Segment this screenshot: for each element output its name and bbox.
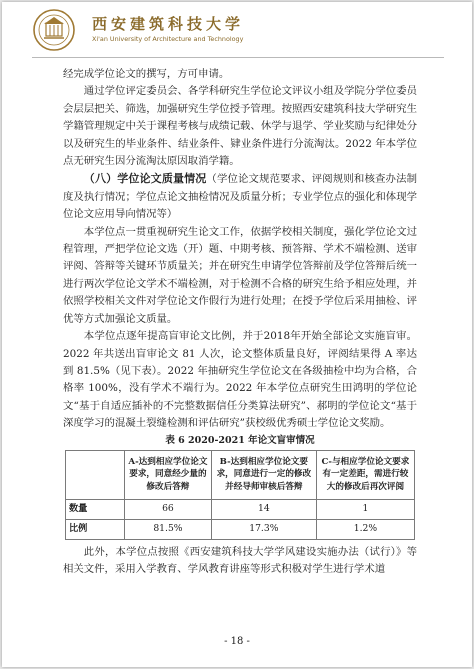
paragraph: 通过学位评定委员会、各学科研究生学位论文评议小组及学院分学位委员会层层把关、筛选，加强研究生学位授予管理。按照西安建筑科技大学研究生学籍管理规定中关于课程考核与成绩记载、休学与退学、学业奖励与纪律处分以及研究生的毕业条件、结业条件、肄业条件进行分流淘汰。2022 年本学位点无研究生因分流淘汰原因取消学籍。 [63,85,417,168]
table-cell: 14 [211,499,316,519]
review-results-table [65,450,415,540]
table-cell: 1.2% [316,519,414,539]
row-label: 数量 [66,499,125,519]
university-seal-icon [32,8,76,52]
table-cell: 66 [125,499,212,519]
university-name-en: Xi'an University of Architecture and Technology [92,35,244,43]
paragraph: 本学位点逐年提高盲审论文比例，并于2018年开始全部论文实施盲审。2022 年共送出盲审论文 81 人次，论文整体质量良好，评阅结果得 A 率达到 81.5%（见下表）。2022 年抽研究生学位论文在各级抽检中均为合格，合格率 100%，没有学术不端行为。2022 年本学位点研究生田鸿明的学位论文“基于自适应插补的不完整数据信任分类算法研究”、郝明的学位论文“基于深度学习的混凝土裂缝检测和评估研究”获校级优秀硕士学位论文奖励。 [63,330,417,430]
section-heading-paragraph [63,170,417,223]
table-header-row [66,450,415,499]
page-number: - 18 - [224,636,250,647]
table-caption: 表 6 2020-2021 年论文盲审情况 [165,434,315,446]
table-header-cell: A-达到相应学位论文要求，同意经少量的修改后答辩 [125,450,212,499]
row-label: 比例 [66,519,125,539]
header-divider [32,57,444,58]
paragraph: 本学位点一贯重视研究生论文工作，依据学校相关制度，强化学位论文过程管理，严把学位论文选（开）题、中期考核、预答辩、学术不端检测、送审评阅、答辩等关键环节质量关；并在研究生申请学位答辩前及学位答辩后统一进行两次学位论文学术不端检测，对于检测不合格的研究生给予相应处理，并依照学校相关文件对学位论文作假行为进行处理；在授予学位后采用抽检、评优等方式加强论文质量。 [63,225,417,325]
table-header-cell: C-与相应学位论文要求有一定差距，需进行较大的修改后再次评阅 [316,450,414,499]
paragraph: 经完成学位论文的撰写，方可申请。 [63,68,230,80]
section-description: （学位论文规范要求、评阅规则和核查办法制度及执行情况；学位点论文抽检情况及质量分析；专业学位点的强化和体现学位论文应用导向情况等） [63,173,417,221]
document-body [63,66,417,578]
document-page [2,2,472,667]
table-header-cell: B-达到相应学位论文要求，同意进行一定的修改并经导师审核后答辩 [211,450,316,499]
section-title: （八）学位论文质量情况 [83,172,207,186]
table-row [66,519,415,539]
table-header-cell [66,450,125,499]
table-cell: 81.5% [125,519,212,539]
table-cell: 17.3% [211,519,316,539]
paragraph: 此外，本学位点按照《西安建筑科技大学学风建设实施办法（试行）》等相关文件，采用入学教育、学风教育讲座等形式积极对学生进行学术道 [63,545,417,575]
university-name-cn: 西安建筑科技大学 [92,15,245,33]
page-header [32,8,452,56]
table-cell: 1 [316,499,414,519]
table-row [66,499,415,519]
